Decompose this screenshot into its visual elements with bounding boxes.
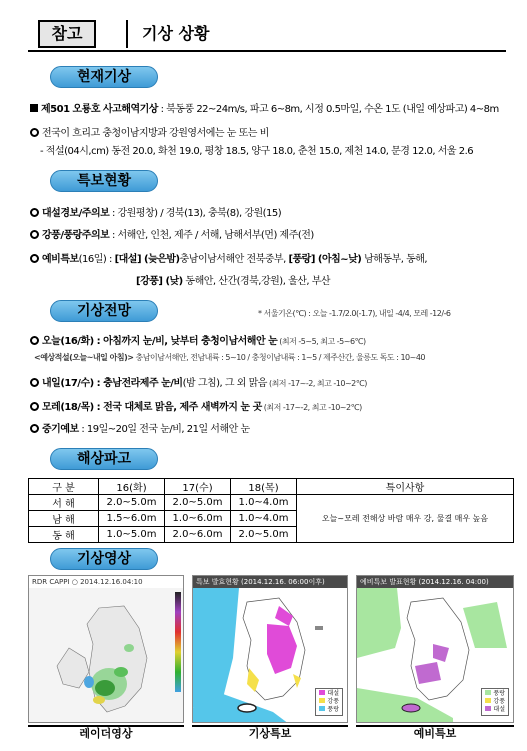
legend-item: 강풍: [319, 698, 339, 706]
seoul-temperatures: * 서울기온(℃) : 오늘 -1.7/2.0(-1.7), 내일 -4/4, 모레 -12/-6: [258, 309, 451, 318]
table-cell: 서 해: [29, 495, 99, 511]
legend-item: 풍랑: [319, 706, 339, 714]
legend-swatch: [485, 690, 491, 695]
table-cell: 남 해: [29, 511, 99, 527]
square-bullet-icon: [30, 104, 38, 112]
warning-caption: 기상특보: [192, 725, 348, 741]
forecast-today: 오늘(16/화) : 아침까지 눈/비, 낮부터 충청이남서해안 눈 (최저 -5~5, 최고 -5~6℃): [30, 332, 366, 347]
radar-caption: 레이더영상: [28, 725, 184, 741]
legend-swatch: [319, 706, 325, 711]
table-header-row: [29, 479, 514, 495]
forecast-tomorrow: 내일(17/수) : 충남전라제주 눈/비(밤 그침), 그 외 맑음 (최저 -17~-2, 최고 -10~2℃): [30, 374, 367, 389]
table-cell: 1.0~5.0m: [99, 527, 165, 543]
legend-swatch: [319, 698, 325, 703]
table-cell: 1.0~4.0m: [231, 495, 297, 511]
current-line-2: 전국이 흐리고 충청이남지방과 강원영서에는 눈 또는 비: [30, 124, 269, 139]
warning-legend: [315, 688, 343, 716]
page-title: 기상 상황: [126, 20, 209, 48]
section-current-heading: 현재기상: [50, 66, 158, 88]
forecast-day-after: 모레(18/목) : 전국 대체로 맑음, 제주 새벽까지 눈 곳 (최저 -17~-2, 최고 -10~2℃): [30, 398, 362, 413]
warning-map-header: 특보 발효현황 (2014.12.16. 06:00이후): [193, 576, 347, 588]
alerts-line-3: 예비특보(16일) : [대설] (늦은밤)충남이남서해안 전북중부, [풍랑] (아침~낮) 남해동부, 동해,: [30, 250, 427, 265]
legend-swatch: [485, 698, 491, 703]
table-cell: 2.0~5.0m: [165, 495, 231, 511]
table-cell: 1.5~6.0m: [99, 511, 165, 527]
legend-item: 풍랑: [485, 690, 505, 698]
sea-wave-table: [28, 478, 514, 543]
radar-header: RDR CAPPI ○ 2014.12.16.04:10: [29, 576, 183, 588]
table-cell: 2.0~5.0m: [231, 527, 297, 543]
section-images-heading: 기상영상: [50, 548, 158, 570]
circle-bullet-icon: [30, 230, 39, 239]
alerts-line-1: 대설경보/주의보 : 강원평창) / 경북(13), 충북(8), 강원(15): [30, 204, 281, 219]
sea-note: 오늘~모레 전해상 바람 매우 강, 물결 매우 높음: [297, 495, 514, 543]
alerts-line-4: [강풍] (낮) 동해안, 산간(경북,강원), 울산, 부산: [136, 276, 331, 287]
legend-swatch: [485, 706, 491, 711]
legend-swatch: [319, 690, 325, 695]
table-cell: 2.0~6.0m: [165, 527, 231, 543]
table-cell: 동 해: [29, 527, 99, 543]
circle-bullet-icon: [30, 336, 39, 345]
circle-bullet-icon: [30, 128, 39, 137]
circle-bullet-icon: [30, 208, 39, 217]
table-cell: 1.0~4.0m: [231, 511, 297, 527]
column-header: 특이사항: [297, 479, 514, 495]
circle-bullet-icon: [30, 402, 39, 411]
alerts-line-2: 강풍/풍랑주의보 : 서해안, 인천, 제주 / 서해, 남해서부(먼) 제주(전): [30, 226, 314, 241]
circle-bullet-icon: [30, 424, 39, 433]
circle-bullet-icon: [30, 378, 39, 387]
legend-item: 대설: [319, 690, 339, 698]
column-header: 구 분: [29, 479, 99, 495]
column-header: 18(목): [231, 479, 297, 495]
reference-tag: 참고: [38, 20, 96, 48]
legend-item: 대설: [485, 706, 505, 714]
section-alerts-heading: 특보현황: [50, 170, 158, 192]
weather-image-panel: [28, 575, 514, 740]
forecast-midterm: 중기예보 : 19일~20일 전국 눈/비, 21일 서해안 눈: [30, 420, 250, 435]
prewarning-legend: [481, 688, 509, 716]
column-header: 17(수): [165, 479, 231, 495]
circle-bullet-icon: [30, 254, 39, 263]
current-line-3: - 적설(04시,cm) 동전 20.0, 화천 19.0, 평창 18.5, 양구 18.0, 춘천 15.0, 제천 14.0, 문경 12.0, 서울 2.6: [40, 146, 474, 157]
legend-item: 강풍: [485, 698, 505, 706]
table-cell: 2.0~5.0m: [99, 495, 165, 511]
prewarning-map-header: 예비특보 발표현황 (2014.12.16. 04:00): [357, 576, 513, 588]
page-header: [28, 18, 506, 52]
column-header: 16(화): [99, 479, 165, 495]
forecast-snow-expected: <예상적설(오늘~내일 아침)> 충남이남서해안, 전남내륙 : 5~10 / 충청이남내륙 : 1~5 / 제주산간, 울릉도 독도 : 10~40: [34, 353, 426, 362]
radar-image: [28, 575, 184, 723]
section-forecast-heading: 기상전망: [50, 300, 158, 322]
radar-map-graphic: [29, 588, 184, 723]
table-cell: 1.0~6.0m: [165, 511, 231, 527]
prewarning-caption: 예비특보: [356, 725, 514, 741]
prewarning-map-image: [356, 575, 514, 723]
table-row: [29, 495, 514, 511]
current-line-1: 제501 오룡호 사고해역기상 : 북동풍 22~24m/s, 파고 6~8m, 시정 0.5마일, 수온 1도 (내일 예상파고) 4~8m: [30, 100, 499, 115]
section-sea-heading: 해상파고: [50, 448, 158, 470]
warning-map-image: [192, 575, 348, 723]
